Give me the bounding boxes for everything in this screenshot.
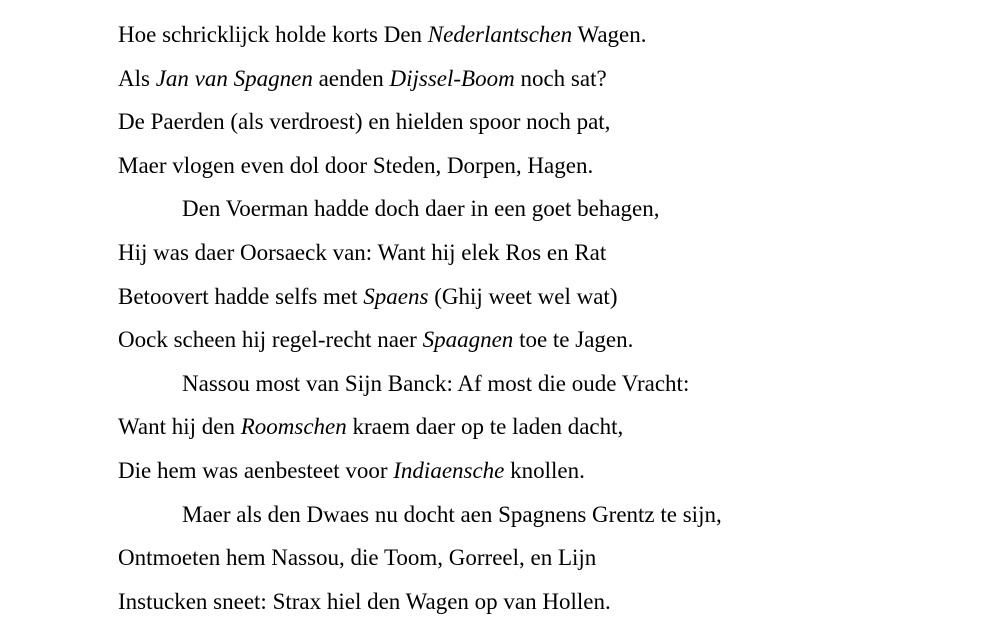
poem-line (118, 536, 978, 580)
line-text: De Paerden (als verdroest) en hielden spoor noch pat, (118, 109, 611, 135)
poem-line (118, 449, 978, 493)
line-text: noch sat? (514, 65, 607, 91)
line-text: Instucken sneet: Strax hiel den Wagen op van Hollen. (118, 588, 611, 614)
poem-line (118, 231, 978, 275)
poem-line (118, 13, 978, 57)
line-text: Betoovert hadde selfs met (118, 283, 364, 309)
line-text: Maer als den Dwaes nu docht aen Spagnens Grentz te sijn, (182, 501, 722, 527)
poem-line (118, 493, 978, 537)
line-text: toe te Jagen. (513, 327, 634, 353)
line-text: aenden (312, 65, 390, 91)
line-text: Ontmoeten hem Nassou, die Toom, Gorreel, en Lijn (118, 545, 597, 571)
line-text: knollen. (504, 457, 585, 483)
italic-text: Nederlantschen (427, 22, 573, 47)
poem-line (118, 275, 978, 319)
line-text: Oock scheen hij regel-recht naer (118, 327, 423, 353)
poem-line (118, 144, 978, 188)
poem-line (118, 405, 978, 449)
line-text: (Ghij weet wel wat) (428, 283, 618, 309)
line-text: Den Voerman hadde doch daer in een goet behagen, (182, 196, 660, 222)
poem-line (118, 187, 978, 231)
italic-text: Indiaensche (393, 457, 505, 483)
line-text: Maer vlogen even dol door Steden, Dorpen, Hagen. (118, 152, 594, 178)
poem-line (118, 57, 978, 101)
italic-text: Roomschen (240, 414, 347, 440)
italic-text: Spaagnen (422, 327, 514, 353)
line-text: Hij was daer Oorsaeck van: Want hij elek Ros en Rat (118, 239, 607, 265)
italic-text: Jan van Spagnen (155, 65, 313, 91)
poem-line (118, 318, 978, 362)
poem-line (118, 580, 978, 624)
poem (118, 13, 978, 623)
line-text: Nassou most van Sijn Banck: Af most die oude Vracht: (182, 370, 690, 396)
line-text: Wagen. (572, 22, 647, 47)
line-text: Hoe schricklijck holde korts Den (118, 22, 428, 47)
line-text: Die hem was aenbesteet voor (118, 457, 394, 483)
poem-line (118, 100, 978, 144)
poem-line (118, 362, 978, 406)
line-text: Want hij den (118, 414, 241, 440)
italic-text: Dijssel-Boom (389, 65, 515, 91)
italic-text: Spaens (363, 283, 429, 309)
line-text: Als (118, 65, 156, 91)
line-text: kraem daer op te laden dacht, (346, 414, 624, 440)
